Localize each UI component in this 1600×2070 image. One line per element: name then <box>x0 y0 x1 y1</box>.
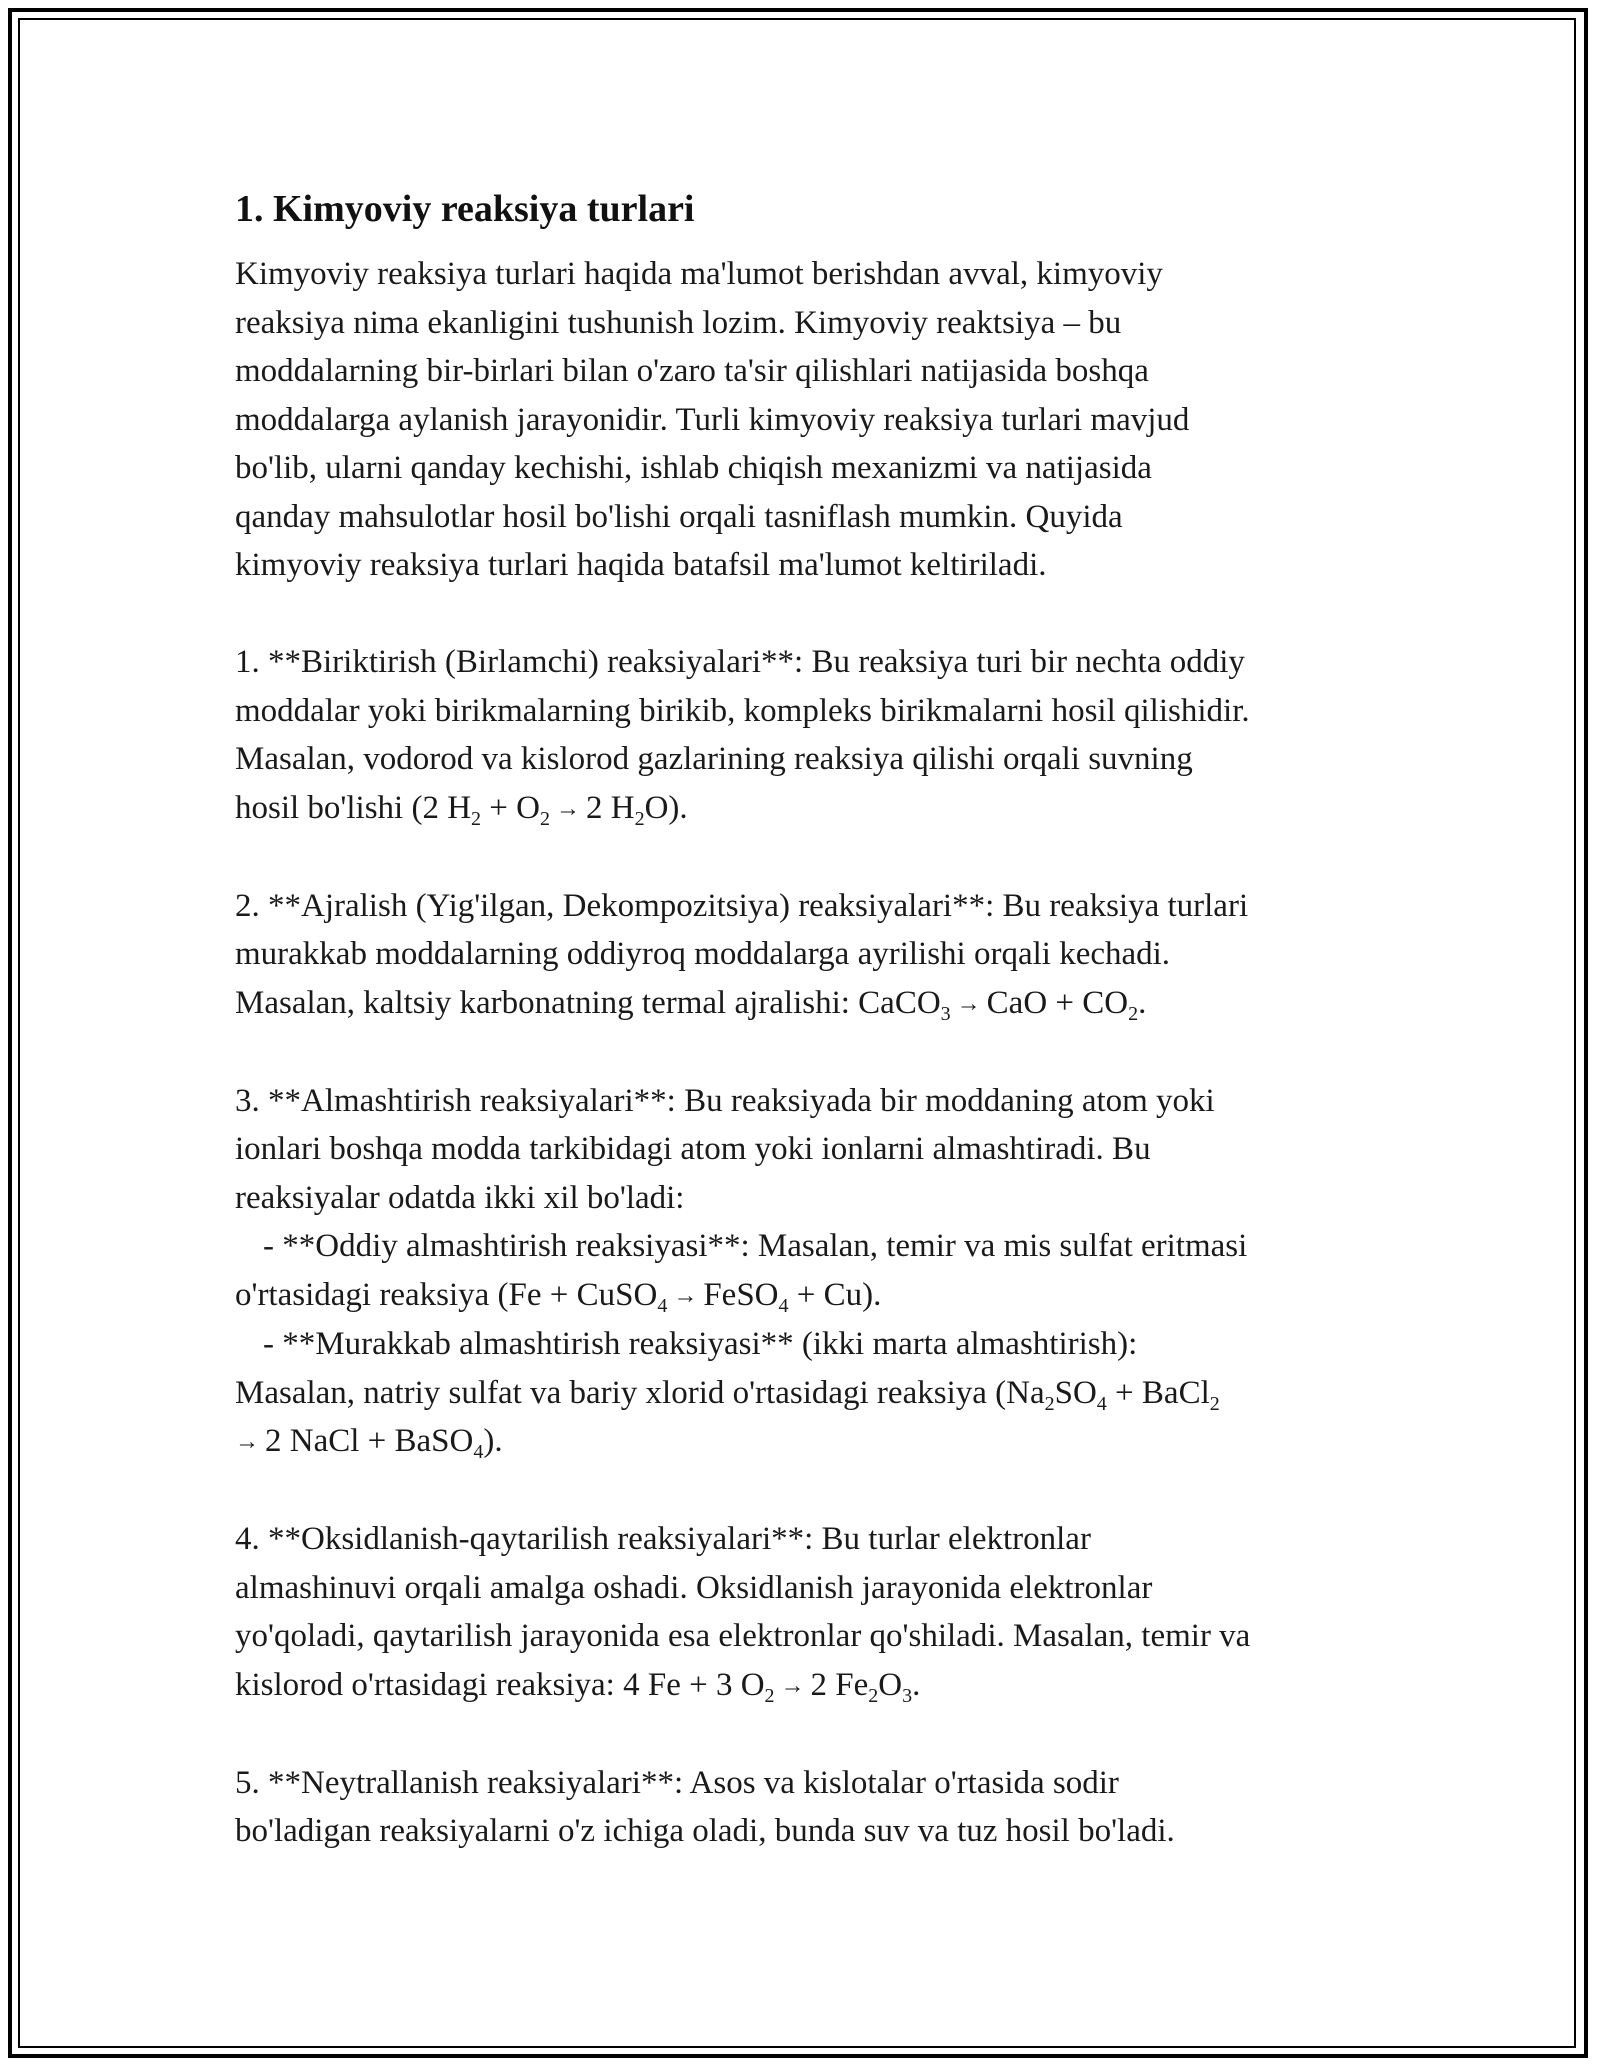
arrow-icon: → <box>673 1282 698 1309</box>
document-body <box>235 186 1365 1904</box>
eq-text: O). <box>644 789 688 826</box>
eq-subscript: 2 <box>1044 1392 1055 1415</box>
item-line: bo'ladigan reaksiyalarni o'z ichiga oladi, bunda suv va tuz hosil bo'ladi. <box>235 1813 1175 1849</box>
eq-text: 2 H <box>586 789 635 826</box>
eq-subscript: 3 <box>902 1684 913 1707</box>
intro-line: kimyoviy reaksiya turlari haqida batafsil ma'lumot keltiriladi. <box>235 547 1047 583</box>
eq-subscript: 3 <box>940 1002 951 1025</box>
eq-subscript: 4 <box>473 1441 484 1463</box>
eq-text: 2 Fe <box>810 1666 869 1703</box>
item-line: reaksiyalar odatda ikki xil bo'ladi: <box>235 1179 685 1216</box>
eq-subscript: 4 <box>1096 1392 1107 1415</box>
list-item-redox <box>235 1515 1365 1710</box>
item-line: Masalan, vodorod va kislorod gazlarining reaksiya qilishi orqali suvning <box>235 741 1193 777</box>
eq-text: . <box>1138 984 1147 1021</box>
equation-line <box>235 1369 1365 1418</box>
eq-text: + O <box>481 789 540 826</box>
arrow-icon: → <box>235 1429 259 1455</box>
item-line: 2. **Ajralish (Yig'ilgan, Dekompozitsiya) reaksiyalari**: Bu reaksiya turlari <box>235 887 1249 924</box>
eq-subscript: 2 <box>764 1684 775 1707</box>
item-line: moddalar yoki birikmalarning birikib, kompleks birikmalarni hosil qilishidir. <box>235 692 1250 729</box>
equation-line <box>235 1417 1365 1467</box>
equation-line <box>235 784 1365 834</box>
intro-line: qanday mahsulotlar hosil bo'lishi orqali tasniflash mumkin. Quyida <box>235 498 1123 535</box>
eq-subscript: 2 <box>471 807 482 830</box>
eq-text: FeSO <box>703 1276 779 1313</box>
intro-line: moddalarning bir-birlari bilan o'zaro ta'sir qilishlari natijasida boshqa <box>235 353 1149 389</box>
eq-subscript: 2 <box>1128 1002 1139 1025</box>
eq-text: o'rtasidagi reaksiya (Fe + CuSO <box>235 1276 658 1313</box>
intro-line: reaksiya nima ekanligini tushunish lozim. Kimyoviy reaktsiya – bu <box>235 304 1122 341</box>
item-line: 5. **Neytrallanish reaksiyalari**: Asos va kislotalar o'rtasida sodir <box>235 1764 1119 1801</box>
item-line: 4. **Oksidlanish-qaytarilish reaksiyalari**: Bu turlar elektronlar <box>235 1521 1091 1557</box>
sub-item-line: - **Oddiy almashtirish reaksiyasi**: Masalan, temir va mis sulfat eritmasi <box>263 1228 1248 1264</box>
list-item-combination <box>235 638 1365 833</box>
equation-line <box>235 1271 1365 1321</box>
eq-subscript: 2 <box>1209 1392 1220 1415</box>
document-title: 1. Kimyoviy reaksiya turlari <box>235 188 695 230</box>
eq-subscript: 2 <box>634 807 645 830</box>
arrow-icon: → <box>956 990 981 1017</box>
eq-text: SO <box>1054 1374 1097 1411</box>
intro-line: moddalarga aylanish jarayonidir. Turli kimyoviy reaksiya turlari mavjud <box>235 401 1190 438</box>
intro-line: Kimyoviy reaksiya turlari haqida ma'lumot berishdan avval, kimyoviy <box>235 256 1163 292</box>
equation-line <box>235 1661 1365 1711</box>
item-line: 3. **Almashtirish reaksiyalari**: Bu reaksiyada bir moddaning atom yoki <box>235 1082 1215 1119</box>
item-line: almashinuvi orqali amalga oshadi. Oksidlanish jarayonida elektronlar <box>235 1569 1153 1606</box>
eq-text: O <box>878 1666 903 1703</box>
eq-text: CaO + CO <box>986 984 1129 1021</box>
eq-subscript: 4 <box>778 1294 789 1317</box>
item-line: 1. **Biriktirish (Birlamchi) reaksiyalari**: Bu reaksiya turi bir nechta oddiy <box>235 644 1245 680</box>
eq-subscript: 2 <box>540 807 550 830</box>
arrow-icon: → <box>556 795 580 822</box>
list-item-decomposition <box>235 882 1365 1029</box>
list-item-neutralization <box>235 1759 1365 1856</box>
intro-paragraph <box>235 250 1365 590</box>
eq-subscript: 2 <box>868 1684 879 1707</box>
eq-text: 2 NaCl + BaSO <box>265 1423 474 1459</box>
item-line: yo'qoladi, qaytarilish jarayonida esa elektronlar qo'shiladi. Masalan, temir va <box>235 1618 1251 1654</box>
intro-line: bo'lib, ularni qanday kechishi, ishlab chiqish mexanizmi va natijasida <box>235 450 1152 486</box>
eq-text: + Cu). <box>788 1276 882 1313</box>
eq-text: . <box>912 1666 921 1703</box>
sub-item-line: - **Murakkab almashtirish reaksiyasi** (ikki marta almashtirish): <box>263 1326 1138 1362</box>
eq-text: Masalan, kaltsiy karbonatning termal ajralishi: CaCO <box>235 984 941 1021</box>
equation-line <box>235 979 1365 1029</box>
arrow-icon: → <box>780 1672 805 1699</box>
eq-text: hosil bo'lishi (2 H <box>235 789 472 826</box>
eq-text: Masalan, natriy sulfat va bariy xlorid o'rtasidagi reaksiya (Na <box>235 1374 1045 1411</box>
eq-text: kislorod o'rtasidagi reaksiya: 4 Fe + 3 O <box>235 1666 765 1703</box>
item-line: ionlari boshqa modda tarkibidagi atom yoki ionlarni almashtiradi. Bu <box>235 1131 1151 1167</box>
eq-subscript: 4 <box>657 1294 668 1317</box>
item-line: murakkab moddalarning oddiyroq moddalarga ayrilishi orqali kechadi. <box>235 936 1171 972</box>
eq-text: ). <box>483 1423 503 1459</box>
eq-text: + BaCl <box>1106 1374 1210 1411</box>
list-item-substitution <box>235 1077 1365 1467</box>
